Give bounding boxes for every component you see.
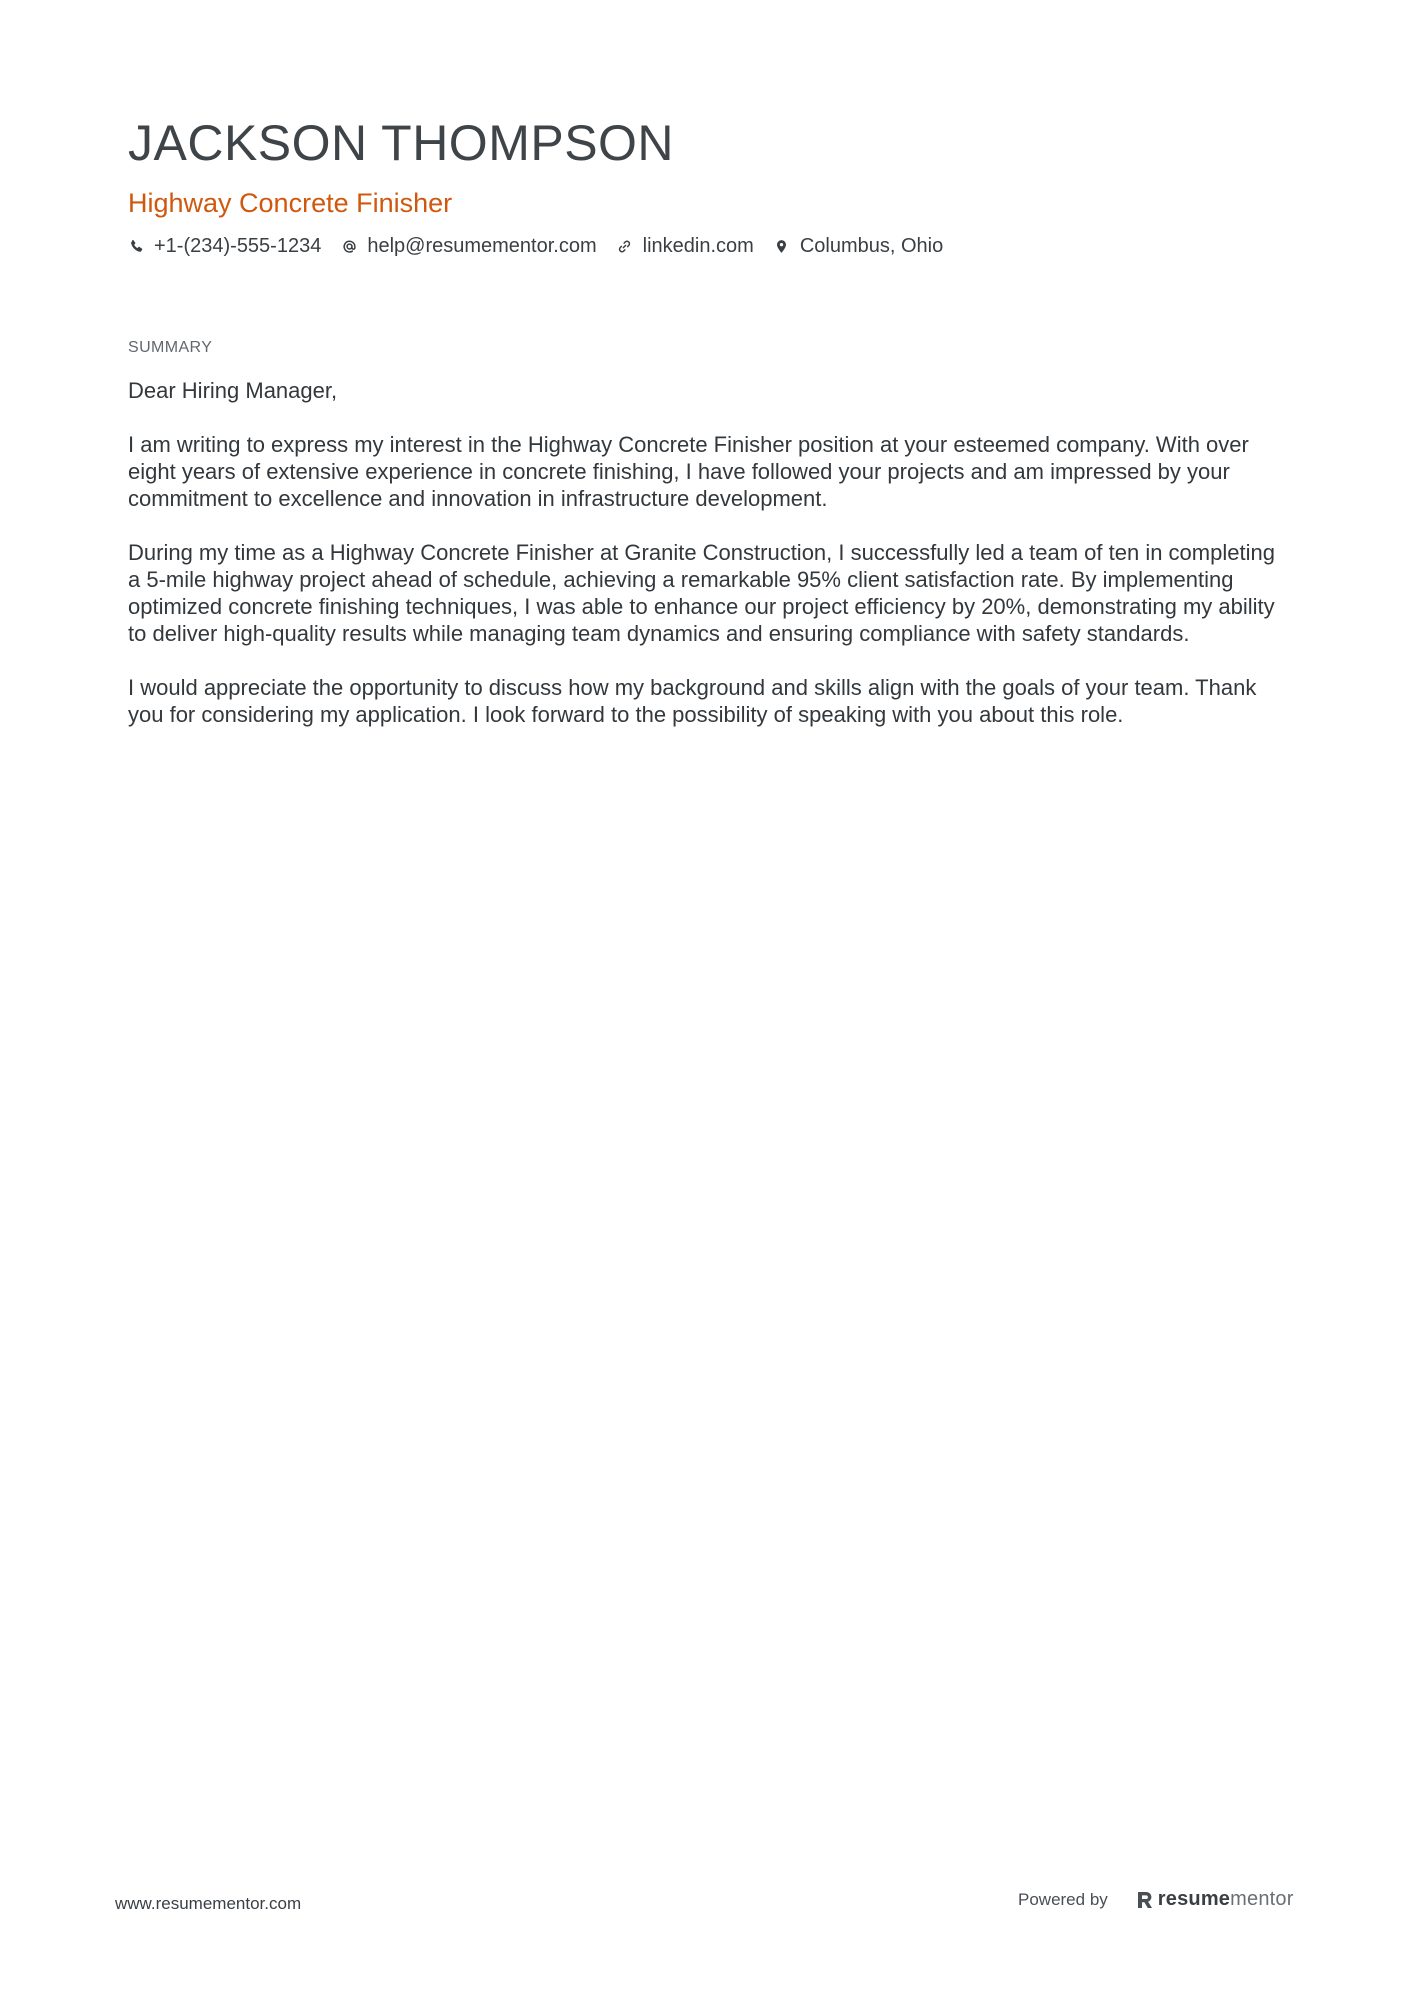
contact-phone — [128, 232, 321, 260]
brand-logo[interactable] — [1136, 1888, 1294, 1911]
email-link[interactable]: help@resumementor.com — [367, 235, 597, 257]
contact-location — [774, 232, 943, 260]
powered-by-text: Powered by — [1018, 1889, 1108, 1909]
website-link[interactable]: linkedin.com — [642, 235, 754, 257]
brand-name-strong: resume — [1157, 1888, 1231, 1910]
salutation: Dear Hiring Manager, — [128, 378, 338, 403]
header — [128, 112, 1288, 260]
footer-website-link[interactable]: www.resumementor.com — [115, 1894, 302, 1913]
body-paragraph: I would appreciate the opportunity to discuss how my background and skills align with the goals of your team. Thank you for considering my application. I look forward to the possibility of speaking with you about this role. — [128, 675, 1257, 727]
resumementor-logo-icon — [1136, 1890, 1154, 1910]
phone-text: +1-(234)-555-1234 — [154, 235, 322, 257]
brand-name-light: mentor — [1230, 1888, 1294, 1910]
phone-icon — [128, 237, 144, 255]
at-icon — [341, 237, 357, 255]
applicant-name: JACKSON THOMPSON — [128, 115, 675, 171]
contact-website[interactable] — [617, 232, 754, 260]
footer-branding — [1018, 1888, 1294, 1911]
summary-section — [128, 337, 1288, 755]
contact-email[interactable] — [341, 232, 596, 260]
section-heading: SUMMARY — [128, 339, 213, 356]
location-text: Columbus, Ohio — [799, 235, 944, 257]
body-paragraph: I am writing to express my interest in the Highway Concrete Finisher position at your esteemed company. With over eight years of extensive experience in concrete finishing, I have followed your projects and am impressed by your commitment to excellence and innovation in infrastructure development. — [128, 432, 1249, 511]
job-title: Highway Concrete Finisher — [128, 188, 453, 218]
body-paragraph: During my time as a Highway Concrete Finisher at Granite Construction, I successfully led a team of ten in completing a 5-mile highway project ahead of schedule, achieving a remarkable 95% client satisfaction rate. By implementing optimized concrete finishing techniques, I was able to enhance our project efficiency by 20%, demonstrating my ability to deliver high-quality results while managing team dynamics and ensuring compliance with safety standards. — [128, 540, 1275, 646]
link-icon — [617, 237, 633, 255]
contact-bar — [128, 232, 1288, 260]
location-pin-icon — [774, 237, 790, 255]
